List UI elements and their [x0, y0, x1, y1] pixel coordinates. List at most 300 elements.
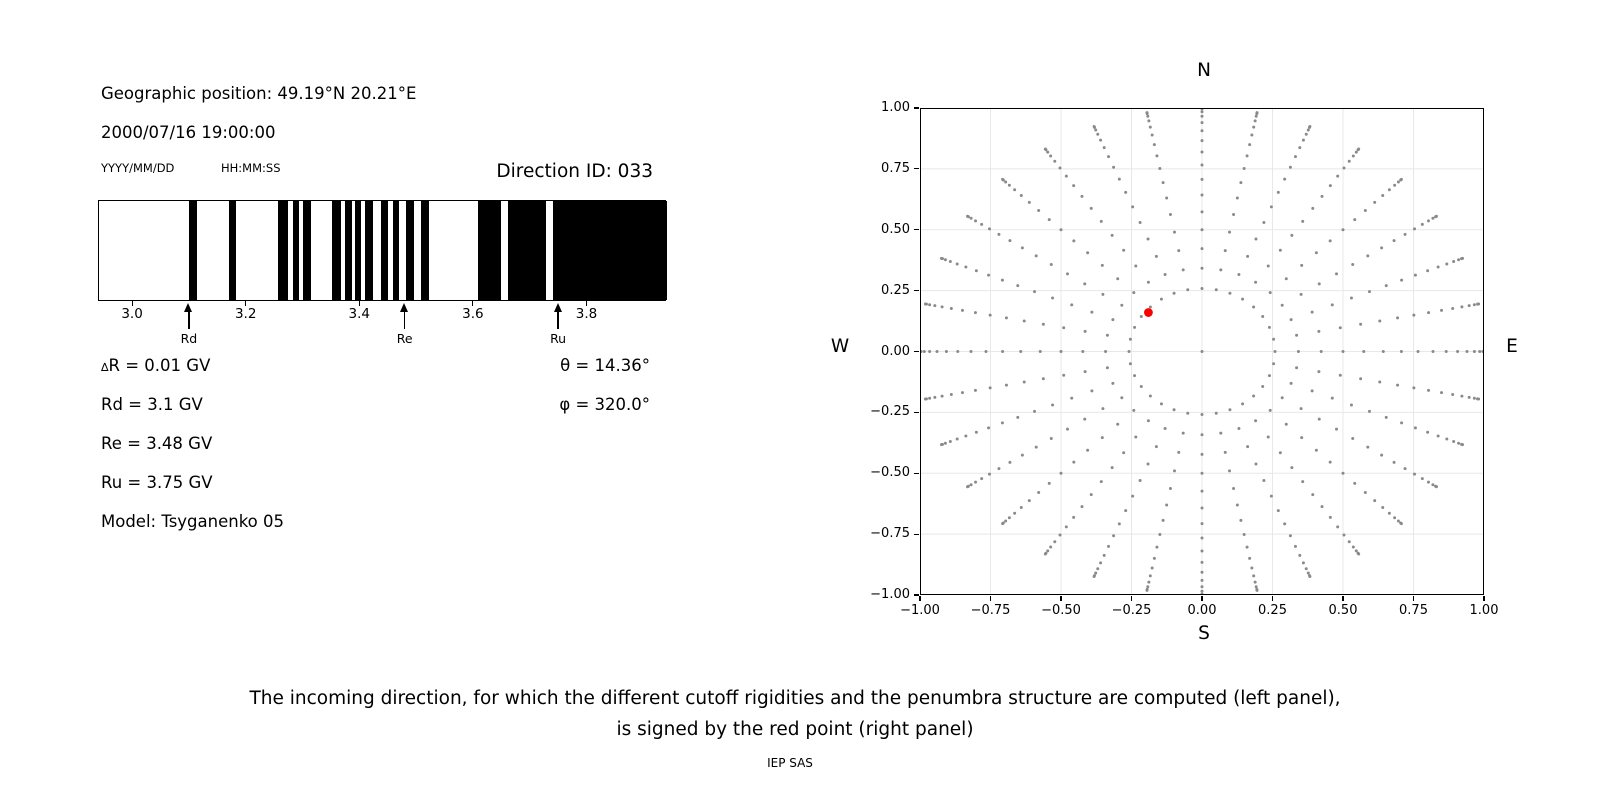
x-tick-label: 3.2 [234, 306, 257, 322]
grid-dot [1300, 407, 1303, 410]
grid-dot [1317, 330, 1320, 333]
grid-dot [1182, 432, 1185, 435]
grid-dot [1254, 238, 1257, 241]
grid-dot [1048, 218, 1051, 221]
grid-dot [1228, 408, 1231, 411]
grid-dot [1298, 554, 1301, 557]
grid-dot [1388, 188, 1391, 191]
y-tick-mark [914, 290, 919, 291]
x-tick-label: 3.8 [575, 306, 598, 322]
rd-arrow-label: Rd [180, 331, 198, 346]
grid-dot [1329, 184, 1332, 187]
grid-dot [1427, 481, 1430, 484]
grid-dot [1298, 146, 1301, 149]
grid-dot [1016, 284, 1019, 287]
grid-dot [1173, 231, 1176, 234]
grid-dot [1116, 423, 1119, 426]
grid-dot [1366, 446, 1369, 449]
y-tick-label: 0.50 [881, 221, 910, 237]
grid-dot [1129, 362, 1132, 365]
grid-dot [1246, 154, 1249, 157]
model-label: Model: Tsyganenko 05 [101, 512, 285, 531]
grid-dot [1005, 384, 1008, 387]
compass-west-label: W [830, 336, 850, 357]
grid-dot [1065, 175, 1068, 178]
grid-dot [984, 350, 987, 353]
y-tick-label: 1.00 [881, 100, 910, 115]
grid-dot [1051, 403, 1054, 406]
grid-dot [1008, 461, 1011, 464]
grid-dot [1388, 512, 1391, 515]
grid-dot [1060, 228, 1063, 231]
time-format-label: HH:MM:SS [221, 161, 281, 175]
ru-arrow-shaft [557, 310, 559, 329]
grid-dot [1100, 480, 1103, 483]
grid-dot [1267, 436, 1270, 439]
y-tick-label: 0.25 [881, 282, 910, 298]
grid-dot [1053, 540, 1056, 543]
grid-dot [1290, 318, 1293, 321]
grid-dot [1378, 381, 1381, 384]
grid-dot [1279, 451, 1282, 454]
grid-dot [1468, 304, 1471, 307]
grid-dot [1151, 566, 1154, 569]
grid-dot [1112, 534, 1115, 537]
grid-dot [1103, 554, 1106, 557]
grid-dot [989, 314, 992, 317]
y-tick-label: −0.50 [870, 465, 910, 481]
grid-dot [1421, 477, 1424, 480]
grid-dot [1460, 305, 1463, 308]
grid-dot [1239, 519, 1242, 522]
grid-dot [1269, 409, 1272, 412]
grid-dot [1290, 466, 1293, 469]
grid-dot [1364, 491, 1367, 494]
grid-dot [1246, 445, 1249, 448]
caption-line-1: The incoming direction, for which the different cutoff rigidities and the penumbra structure are computed (left panel), [249, 688, 1341, 709]
x-tick-label: 3.4 [348, 306, 371, 322]
grid-dot [1261, 315, 1264, 318]
grid-dot [1201, 139, 1204, 142]
x-tick-label: 1.00 [1469, 603, 1499, 618]
grid-dot [1396, 384, 1399, 387]
grid-dot [1158, 533, 1161, 536]
grid-dot [1252, 305, 1255, 308]
grid-dot [1101, 407, 1104, 410]
grid-dot [1228, 231, 1231, 234]
grid-dot [1348, 160, 1351, 163]
grid-dot [1456, 350, 1459, 353]
penumbra-forbidden-band [406, 201, 413, 300]
y-tick-label: −0.25 [870, 404, 910, 420]
grid-dot [950, 393, 953, 396]
grid-dot [1112, 166, 1115, 169]
grid-dot [1106, 334, 1109, 337]
grid-dot [980, 223, 983, 226]
grid-dot [1385, 284, 1388, 287]
x-tick-mark [1131, 596, 1132, 601]
grid-dot [988, 227, 991, 230]
grid-dot [975, 431, 978, 434]
grid-dot [1094, 128, 1097, 131]
grid-dot [940, 443, 943, 446]
grid-dot [1028, 499, 1031, 502]
grid-dot [1400, 350, 1403, 353]
compass-south-label: S [1198, 623, 1210, 644]
grid-dot [1072, 461, 1075, 464]
grid-dot [1147, 419, 1150, 422]
grid-dot [1016, 416, 1019, 419]
grid-dot [1437, 434, 1440, 437]
grid-dot [1201, 210, 1204, 213]
grid-dot [1013, 188, 1016, 191]
grid-dot [1149, 395, 1152, 398]
grid-dot [1101, 293, 1104, 296]
grid-dot [1289, 534, 1292, 537]
grid-dot [1201, 413, 1204, 416]
grid-dot [1237, 427, 1240, 430]
grid-dot [1201, 110, 1204, 113]
grid-dot [1380, 454, 1383, 457]
grid-dot [1451, 393, 1454, 396]
grid-dot [1431, 217, 1434, 220]
grid-dot [1173, 292, 1176, 295]
grid-dot [1039, 350, 1042, 353]
grid-dot [1373, 499, 1376, 502]
grid-dot [1060, 472, 1063, 475]
grid-dot [1318, 282, 1321, 285]
grid-dot [1147, 119, 1150, 122]
grid-dot [1435, 215, 1438, 218]
grid-dot [924, 303, 927, 306]
grid-dot [1160, 298, 1163, 301]
grid-dot [1162, 181, 1165, 184]
grid-dot [1452, 260, 1455, 263]
penumbra-forbidden-band [421, 201, 429, 300]
grid-dot [1427, 311, 1430, 314]
grid-dot [1033, 290, 1036, 293]
grid-dot [1368, 290, 1371, 293]
grid-dot [1037, 209, 1040, 212]
grid-dot [1451, 307, 1454, 310]
grid-dot [1021, 454, 1024, 457]
grid-dot [1308, 125, 1311, 128]
grid-dot [1256, 589, 1259, 592]
grid-dot [1186, 288, 1189, 291]
grid-dot [997, 467, 1000, 470]
grid-dot [1173, 469, 1176, 472]
grid-dot [1321, 505, 1324, 508]
grid-dot [1273, 350, 1276, 353]
grid-dot [1342, 350, 1345, 353]
grid-dot [1155, 546, 1158, 549]
compass-north-label: N [1197, 60, 1211, 81]
date-format-label: YYYY/MM/DD [101, 161, 175, 175]
grid-dot [1093, 575, 1096, 578]
grid-dot [1201, 507, 1204, 510]
grid-dot [1004, 180, 1007, 183]
grid-dot [1201, 129, 1204, 132]
grid-dot [1277, 191, 1280, 194]
grid-dot [1134, 264, 1137, 267]
grid-dot [961, 391, 964, 394]
grid-dot [1019, 350, 1022, 353]
grid-dot [1359, 323, 1362, 326]
grid-dot [1201, 585, 1204, 588]
grid-dot [1302, 139, 1305, 142]
delta-r-value: ∆R = 0.01 GV [101, 356, 211, 375]
grid-dot [1090, 207, 1093, 210]
grid-dot [1035, 254, 1038, 257]
grid-dot [1331, 303, 1334, 306]
grid-dot [1414, 274, 1417, 277]
grid-dot [1122, 249, 1125, 252]
grid-dot [1301, 220, 1304, 223]
grid-dot [1461, 443, 1464, 446]
grid-dot [1478, 350, 1481, 353]
x-tick-mark [990, 596, 991, 601]
grid-dot [1254, 462, 1257, 465]
grid-dot [1272, 362, 1275, 365]
grid-dot [1122, 451, 1125, 454]
grid-dot [966, 485, 969, 488]
grid-dot [1452, 440, 1455, 443]
grid-dot [1413, 227, 1416, 230]
grid-dot [1336, 175, 1339, 178]
grid-dot [1219, 268, 1222, 271]
direction-scatter-plot [920, 108, 1484, 595]
grid-dot [1147, 281, 1150, 284]
grid-dot [975, 269, 978, 272]
grid-dot [1393, 516, 1396, 519]
grid-dot [1062, 374, 1065, 377]
grid-dot [1308, 575, 1311, 578]
grid-dot [1020, 194, 1023, 197]
grid-dot [1107, 155, 1110, 158]
y-tick-mark [914, 473, 919, 474]
grid-dot [941, 305, 944, 308]
grid-dot [1426, 431, 1429, 434]
grid-dot [1364, 209, 1367, 212]
grid-dot [1099, 561, 1102, 564]
grid-dot [1101, 264, 1104, 267]
grid-dot [1120, 396, 1123, 399]
grid-dot [1243, 533, 1246, 536]
grid-dot [1404, 467, 1407, 470]
grid-dot [1153, 143, 1156, 146]
grid-dot [1285, 423, 1288, 426]
grid-dot [1315, 251, 1318, 254]
grid-dot [1084, 370, 1087, 373]
grid-dot [1311, 389, 1314, 392]
grid-dot [1400, 178, 1403, 181]
grid-dot [1228, 469, 1231, 472]
grid-dot [1353, 218, 1356, 221]
grid-dot [1201, 561, 1204, 564]
grid-dot [1215, 412, 1218, 415]
grid-dot [1295, 334, 1298, 337]
grid-dot [1321, 195, 1324, 198]
grid-dot [1120, 304, 1123, 307]
grid-dot [974, 481, 977, 484]
grid-dot [1457, 258, 1460, 261]
grid-dot [1300, 436, 1303, 439]
theta-value: θ = 14.36° [560, 356, 650, 375]
grid-dot [1289, 166, 1292, 169]
grid-dot [1090, 389, 1093, 392]
penumbra-forbidden-band [332, 201, 341, 300]
grid-dot [1342, 228, 1345, 231]
grid-dot [1281, 396, 1284, 399]
grid-dot [1400, 421, 1403, 424]
grid-dot [1201, 228, 1204, 231]
grid-dot [1320, 350, 1323, 353]
grid-dot [1413, 473, 1416, 476]
grid-dot [1090, 493, 1093, 496]
x-tick-label: 3.0 [121, 306, 143, 322]
grid-dot [1165, 196, 1168, 199]
grid-dot [1060, 350, 1063, 353]
grid-dot [1329, 461, 1332, 464]
grid-dot [1400, 279, 1403, 282]
grid-dot [1106, 366, 1109, 369]
grid-dot [1139, 221, 1142, 224]
grid-dot [1256, 111, 1259, 114]
grid-dot [936, 350, 939, 353]
grid-dot [1049, 546, 1052, 549]
grid-dot [1149, 126, 1152, 129]
grid-dot [1124, 509, 1127, 512]
penumbra-forbidden-band [393, 201, 400, 300]
grid-dot [1201, 590, 1204, 593]
phi-value: φ = 320.0° [559, 395, 650, 414]
grid-dot [1044, 552, 1047, 555]
y-tick-mark [914, 534, 919, 535]
grid-dot [1427, 219, 1430, 222]
grid-dot [974, 219, 977, 222]
grid-dot [950, 307, 953, 310]
grid-dot [1164, 427, 1167, 430]
penumbra-forbidden-band [355, 201, 361, 300]
grid-dot [1342, 167, 1345, 170]
y-tick-label: −1.00 [870, 587, 910, 602]
grid-dot [1001, 279, 1004, 282]
grid-dot [1093, 125, 1096, 128]
grid-dot [1050, 437, 1053, 440]
grid-dot [1290, 382, 1293, 385]
y-tick-label: 0.00 [881, 343, 910, 359]
grid-dot [1393, 184, 1396, 187]
grid-dot [1146, 585, 1149, 588]
grid-dot [1049, 154, 1052, 157]
grid-dot [1084, 330, 1087, 333]
grid-dot [1004, 520, 1007, 523]
grid-dot [1241, 298, 1244, 301]
grid-dot [966, 215, 969, 218]
grid-dot [1201, 121, 1204, 124]
penumbra-forbidden-band [508, 201, 546, 300]
grid-dot [1215, 288, 1218, 291]
grid-dot [1473, 397, 1476, 400]
grid-dot [1335, 428, 1338, 431]
grid-dot [1461, 257, 1464, 260]
grid-dot [1252, 395, 1255, 398]
grid-dot [1147, 462, 1150, 465]
grid-dot [1101, 436, 1104, 439]
penumbra-forbidden-band [293, 201, 299, 300]
grid-dot [1477, 303, 1480, 306]
grid-dot [1107, 545, 1110, 548]
grid-dot [940, 257, 943, 260]
grid-dot [1001, 522, 1004, 525]
grid-dot [1201, 537, 1204, 540]
grid-dot [1267, 264, 1270, 267]
grid-dot [956, 438, 959, 441]
grid-dot [1134, 436, 1137, 439]
grid-dot [1090, 311, 1093, 314]
y-tick-mark [914, 107, 919, 108]
penumbra-forbidden-band [278, 201, 288, 300]
x-tick-label: 0.75 [1399, 603, 1428, 618]
grid-dot [1118, 178, 1121, 181]
x-tick-label: −0.50 [1041, 603, 1081, 618]
grid-dot [1283, 178, 1286, 181]
grid-dot [1421, 223, 1424, 226]
y-tick-mark [914, 351, 919, 352]
grid-dot [1359, 377, 1362, 380]
grid-dot [1241, 402, 1244, 405]
grid-dot [1246, 546, 1249, 549]
credit-label: IEP SAS [767, 756, 813, 770]
grid-dot [1414, 426, 1417, 429]
grid-dot [1277, 509, 1280, 512]
grid-dot [987, 274, 990, 277]
penumbra-forbidden-band [365, 201, 373, 300]
grid-dot [1381, 194, 1384, 197]
penumbra-forbidden-band [345, 201, 352, 300]
grid-dot [1151, 134, 1154, 137]
grid-dot [933, 304, 936, 307]
x-tick-mark [1272, 596, 1273, 601]
y-tick-label: −0.75 [870, 526, 910, 542]
grid-dot [1329, 516, 1332, 519]
grid-dot [1080, 505, 1083, 508]
x-tick-mark [1342, 596, 1343, 601]
grid-dot [1100, 220, 1103, 223]
grid-dot [1432, 350, 1435, 353]
grid-dot [1331, 397, 1334, 400]
grid-dot [1201, 163, 1204, 166]
grid-dot [1382, 350, 1385, 353]
grid-dot [944, 442, 947, 445]
grid-dot [1301, 480, 1304, 483]
x-tick-label: −0.75 [970, 603, 1011, 618]
grid-dot [1081, 350, 1084, 353]
caption-line-2: is signed by the red point (right panel) [616, 719, 974, 740]
grid-dot [1133, 326, 1136, 329]
grid-dot [1300, 264, 1303, 267]
grid-dot [924, 398, 927, 401]
geographic-position-label: Geographic position: 49.19°N 20.21°E [101, 84, 417, 103]
re-arrow-label: Re [396, 331, 413, 346]
x-tick-label: −0.25 [1111, 603, 1152, 618]
grid-dot [964, 266, 967, 269]
grid-dot [1023, 381, 1026, 384]
grid-dot [1013, 512, 1016, 515]
x-tick-label: −1.00 [900, 603, 940, 618]
grid-dot [1080, 195, 1083, 198]
grid-dot [1317, 370, 1320, 373]
